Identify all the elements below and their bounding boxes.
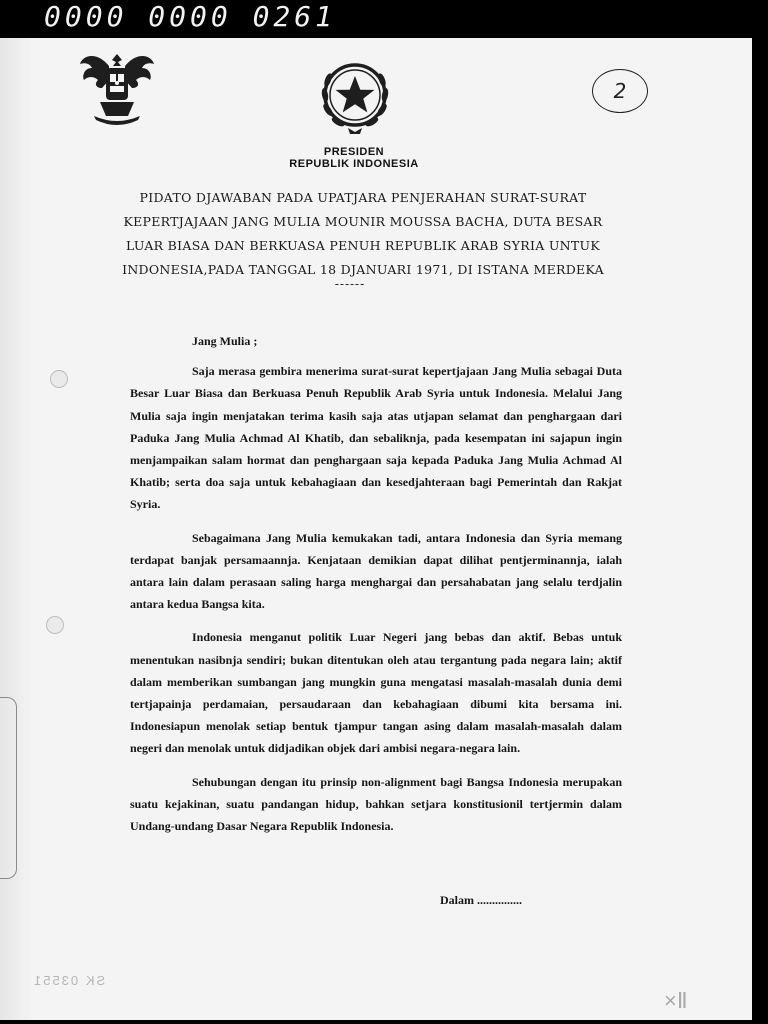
heading-line: INDONESIA,PADA TANGGAL 18 DJANUARI 1971, DI ISTANA MERDEKA — [122, 262, 604, 277]
body-paragraph: Sebagaimana Jang Mulia kemukakan tadi, antara Indonesia dan Syria memang terdapat banjak persamaannja. Kenjataan demikian dapat dilihat pentjerminannja, ialah antara lain dalam perasaan saling harga menghargai dan persahabatan jang selalu terdjalin antara kedua Bangsa kita. — [130, 530, 622, 612]
continuation-line: Dalam ............... — [440, 893, 522, 907]
film-frame-number: 0000 0000 0261 — [44, 0, 337, 33]
page-number-mark: 2 — [592, 69, 648, 113]
garuda-emblem-icon — [76, 46, 158, 128]
archive-code: SK 03551 — [32, 973, 106, 988]
body-paragraph: Sehubungan dengan itu prinsip non-alignment bagi Bangsa Indonesia merupakan suatu kejakinan, suatu pandangan hidup, bahkan setjara konstitusionil tertjermin dalam Undang-undang Dasar Negara Republik Indonesia. — [130, 774, 622, 834]
presidential-seal-icon — [312, 52, 398, 138]
speech-heading — [118, 186, 608, 282]
heading-underline: ------ — [334, 277, 366, 291]
heading-line: LUAR BIASA DAN BERKUASA PENUH REPUBLIK ARAB SYRIA UNTUK — [125, 238, 601, 253]
punch-hole — [50, 370, 68, 388]
punch-hole — [46, 616, 64, 634]
speech-body — [130, 330, 622, 848]
letterhead-subtitle: REPUBLIK INDONESIA — [289, 158, 419, 170]
body-paragraph: Saja merasa gembira menerima surat-surat kepertjajaan Jang Mulia sebagai Duta Besar Luar Biasa dan Berkuasa Penuh Republik Arab Syria untuk Indonesia. Melalui Jang Mulia saja ingin menjatakan terima kasih saja atas utjapan selamat dan penghargaan dari Paduka Jang Mulia Achmad Al Khatib, dan sebaliknja, pada kesempatan ini sajapun ingin menjampaikan salam hormat dan penghargaan saja kepada Paduka Jang Mulia Achmad Al Khatib; serta doa saja untuk kebahagiaan dan kesedjahteraan bagi Pemerintah dan Rakjat Syria. — [130, 364, 622, 512]
salutation: Jang Mulia ; — [192, 334, 258, 348]
body-paragraph: Indonesia menganut politik Luar Negeri jang bebas dan aktif. Bebas untuk menentukan nasibnja sendiri; bukan ditentukan oleh atau tergantung pada negara lain; aktif dalam memberikan sumbangan jang mungkin guna mengatasi masalah-masalah dunia demi tertjapainja perdamaian, persaudaraan dan kebahagiaan dibumi kita bersama ini. Indonesiapun menolak setiap bentuk tjampur tangan asing dalam masalah-masalah dalam negeri dan menolak untuk didjadikan objek dari ambisi negara-negara lain. — [130, 630, 622, 756]
corner-mark: ×Ⅱ — [664, 988, 688, 1013]
heading-line: KEPERTJAJAAN JANG MULIA MOUNIR MOUSSA BACHA, DUTA BESAR — [123, 214, 603, 229]
binder-tab — [0, 697, 17, 879]
letterhead-title: PRESIDEN — [323, 146, 385, 158]
heading-line: PIDATO DJAWABAN PADA UPATJARA PENJERAHAN SURAT-SURAT — [139, 190, 587, 205]
